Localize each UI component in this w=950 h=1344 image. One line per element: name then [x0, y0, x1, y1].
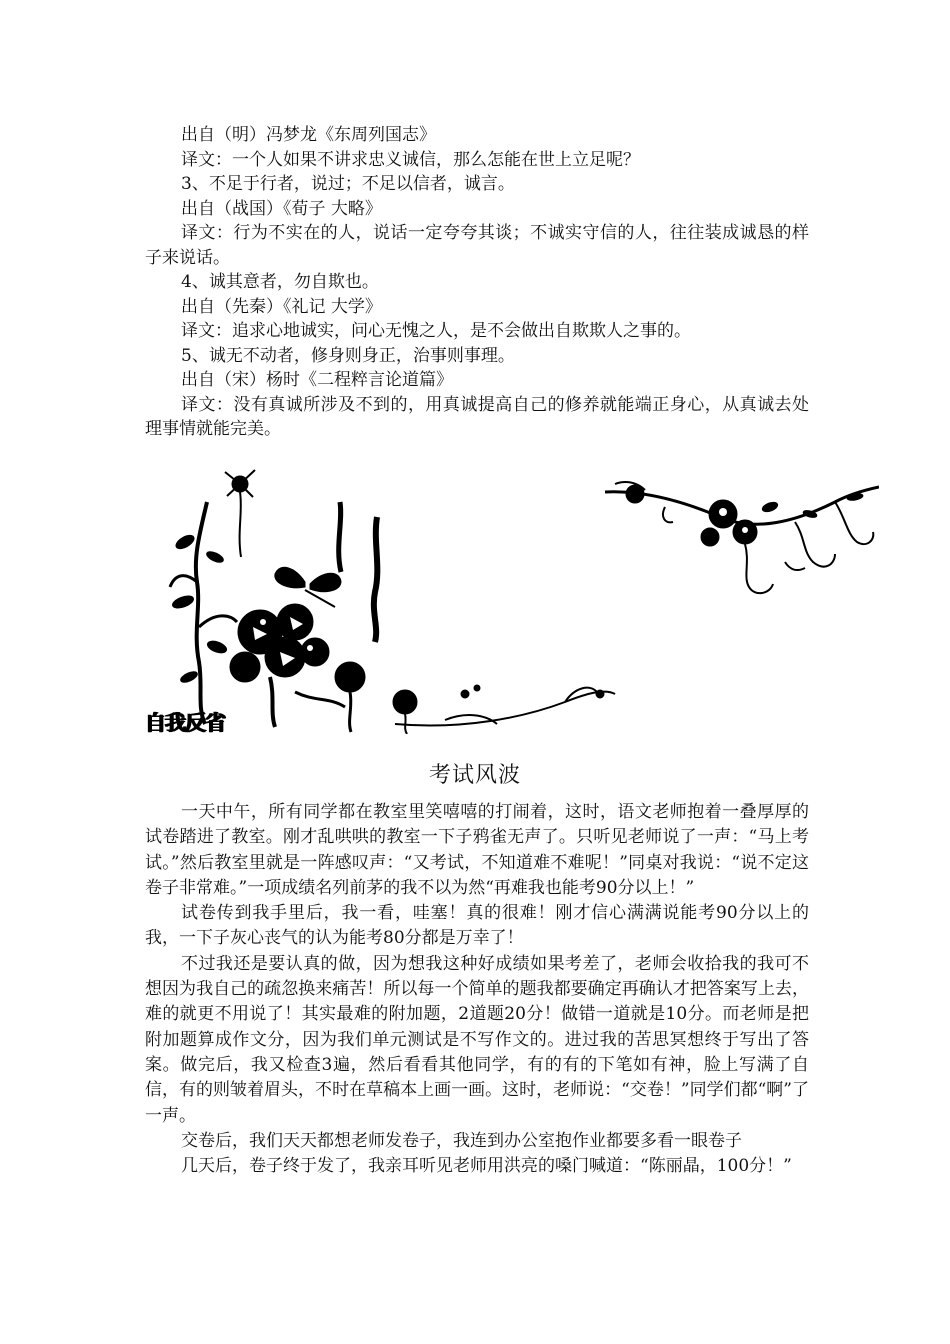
story-paragraph: 不过我还是要认真的做，因为想我这种好成绩如果考差了，老师会收拾我的我可不想因为我自己的疏忽换来痛苦！所以每一个简单的题我都要确定再确认才把答案写上去，难的就更不用说了！其实最难的附加题，2道题20分！做错一道就是10分。而老师是把附加题算成作文分，因为我们单元测试是不写作文的。进过我的苦思冥想终于写出了答案。做完后，我又检查3遍，然后看看其他同学，有的有的下笔如有神，脸上写满了自信，有的则皱着眉头，不时在草稿本上画一画。这时，老师说：“交卷！”同学们都“啊”了一声。	[145, 953, 809, 1126]
floral-illustration	[145, 462, 879, 734]
quote-line: 译文：行为不实在的人，说话一定夸夸其谈；不诚实守信的人，往往装成诚恳的样子来说话。	[145, 223, 809, 268]
story-body	[145, 800, 809, 1179]
story-paragraph: 一天中午，所有同学都在教室里笑嘻嘻的打闹着，这时，语文老师抱着一叠厚厚的试卷踏进了教室。刚才乱哄哄的教室一下子鸦雀无声了。只听见老师说了一声：“马上考试。”然后教室里就是一阵感叹声：“又考试，不知道难不难呢！”同桌对我说：“说不定这卷子非常难。”一项成绩名列前茅的我不以为然“再难我也能考90分以上！”	[145, 802, 809, 898]
quote-line: 译文：一个人如果不讲求忠义诚信，那么怎能在世上立足呢？	[181, 149, 640, 170]
quote-line: 译文：没有真诚所涉及不到的，用真诚提高自己的修养就能端正身心，从真诚去处理事情就能完美。	[145, 394, 809, 439]
quote-line: 出自（明）冯梦龙《东周列国志》	[181, 125, 436, 145]
story-title: 考试风波	[428, 763, 521, 788]
quote-line: 3、不足于行者，说过；不足以信者，诚言。	[181, 174, 515, 194]
quote-line: 译文：追求心地诚实，问心无愧之人，是不会做出自欺欺人之事的。	[181, 321, 691, 341]
quote-line: 出自（宋）杨时《二程粹言论道篇》	[181, 370, 453, 390]
quote-line: 5、诚无不动者，修身则身正，治事则事理。	[181, 345, 515, 366]
quote-line: 出自（先秦）《礼记 大学》	[181, 296, 382, 317]
story-paragraph: 交卷后，我们天天都想老师发卷子，我连到办公室抱作业都要多看一眼卷子	[181, 1130, 742, 1151]
quote-line: 出自（战国）《荀子 大略》	[181, 198, 382, 219]
story-paragraph: 试卷传到我手里后，我一看，哇塞！真的很难！刚才信心满满说能考90分以上的我，一下子灰心丧气的认为能考80分都是万幸了！	[145, 903, 809, 949]
quotes-section	[145, 123, 809, 442]
story-paragraph: 几天后，卷子终于发了，我亲耳听见老师用洪亮的嗓门喊道：“陈丽晶，100分！”	[181, 1156, 792, 1177]
quote-line: 4、诚其意者，勿自欺也。	[181, 272, 379, 292]
section-heading: 自我反省	[145, 711, 225, 735]
